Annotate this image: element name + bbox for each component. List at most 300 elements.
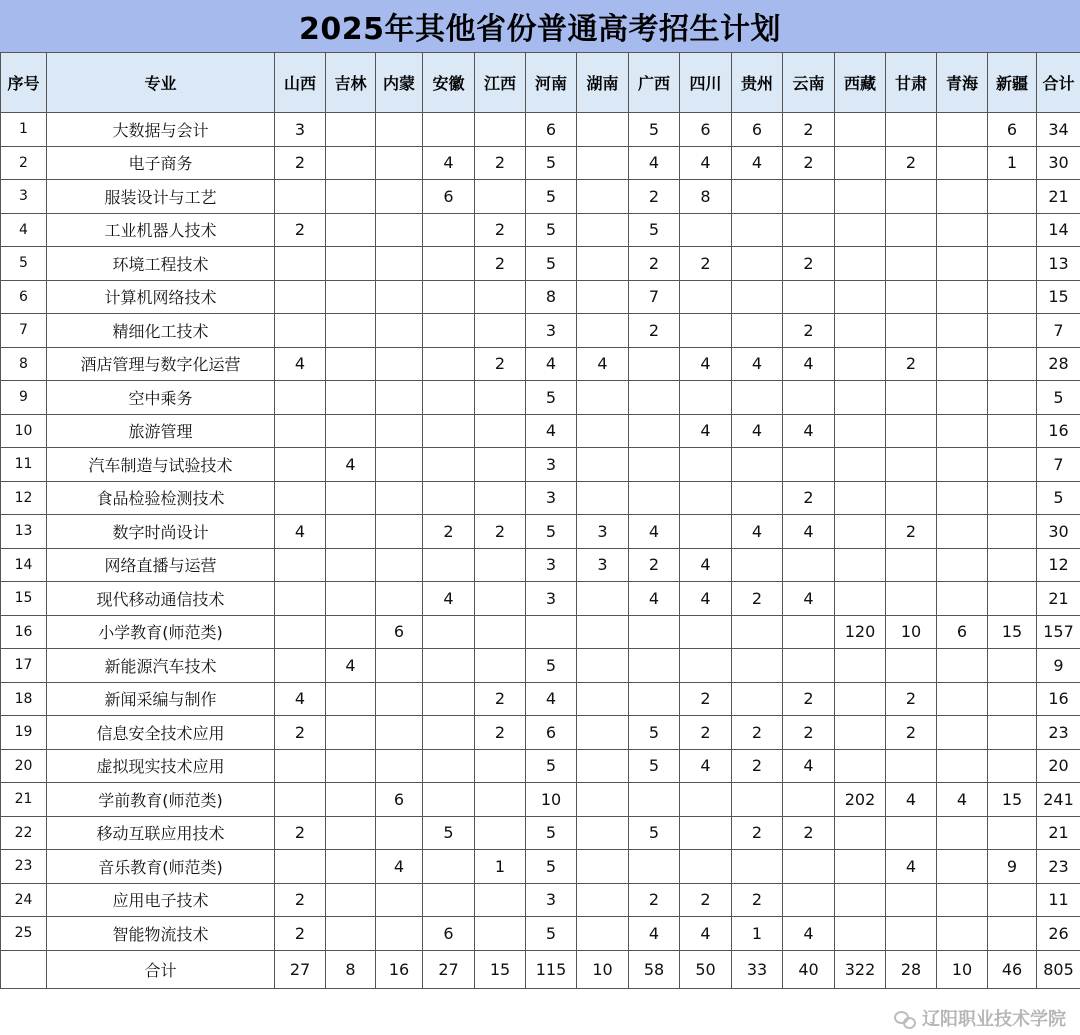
- table-cell: [783, 548, 835, 582]
- table-cell: [732, 314, 783, 348]
- table-cell: [275, 548, 326, 582]
- table-row: [1, 783, 1080, 817]
- table-cell: [423, 448, 475, 482]
- table-row: [1, 615, 1080, 649]
- table-cell: 5: [526, 180, 577, 214]
- table-cell: [783, 280, 835, 314]
- major-name: 工业机器人技术: [47, 213, 275, 247]
- table-cell: 5: [526, 749, 577, 783]
- table-row: [1, 515, 1080, 549]
- table-cell: [732, 213, 783, 247]
- table-cell: 6: [680, 113, 732, 147]
- table-cell: [629, 783, 680, 817]
- table-cell: [326, 213, 376, 247]
- table-cell: 4: [376, 850, 423, 884]
- table-cell: 13: [1037, 247, 1080, 281]
- table-cell: [326, 548, 376, 582]
- table-cell: [937, 280, 988, 314]
- table-row: [1, 381, 1080, 415]
- table-cell: [423, 113, 475, 147]
- table-cell: [835, 213, 886, 247]
- table-cell: [326, 783, 376, 817]
- row-index: 21: [1, 783, 47, 817]
- total-cell: 15: [475, 950, 526, 988]
- table-cell: [835, 850, 886, 884]
- major-name: 应用电子技术: [47, 883, 275, 917]
- table-cell: 3: [526, 883, 577, 917]
- table-cell: [326, 113, 376, 147]
- table-cell: [526, 615, 577, 649]
- table-cell: [577, 682, 629, 716]
- table-row: [1, 481, 1080, 515]
- table-cell: [835, 247, 886, 281]
- table-cell: [629, 649, 680, 683]
- table-cell: [835, 481, 886, 515]
- table-cell: [937, 180, 988, 214]
- total-cell: 27: [423, 950, 475, 988]
- table-cell: [629, 481, 680, 515]
- table-cell: [475, 649, 526, 683]
- table-cell: [835, 917, 886, 951]
- table-cell: [326, 347, 376, 381]
- table-cell: [423, 883, 475, 917]
- row-index: 25: [1, 917, 47, 951]
- table-cell: 2: [680, 247, 732, 281]
- row-index: 17: [1, 649, 47, 683]
- table-cell: [475, 615, 526, 649]
- table-cell: [988, 280, 1037, 314]
- table-cell: [423, 347, 475, 381]
- column-header: 四川: [680, 53, 732, 113]
- major-name: 虚拟现实技术应用: [47, 749, 275, 783]
- table-cell: [326, 280, 376, 314]
- table-cell: [275, 314, 326, 348]
- table-cell: [783, 615, 835, 649]
- table-cell: 5: [629, 716, 680, 750]
- table-cell: 6: [423, 917, 475, 951]
- table-cell: 157: [1037, 615, 1080, 649]
- table-cell: [376, 381, 423, 415]
- table-cell: [988, 414, 1037, 448]
- table-cell: 2: [275, 146, 326, 180]
- table-cell: [475, 180, 526, 214]
- table-cell: [326, 515, 376, 549]
- table-cell: 241: [1037, 783, 1080, 817]
- table-row: [1, 146, 1080, 180]
- table-cell: 1: [475, 850, 526, 884]
- major-name: 信息安全技术应用: [47, 716, 275, 750]
- table-cell: [835, 381, 886, 415]
- table-cell: [275, 481, 326, 515]
- table-cell: [937, 347, 988, 381]
- table-cell: [423, 481, 475, 515]
- major-name: 新能源汽车技术: [47, 649, 275, 683]
- table-cell: [577, 716, 629, 750]
- table-cell: 23: [1037, 716, 1080, 750]
- table-cell: [988, 749, 1037, 783]
- table-cell: [275, 381, 326, 415]
- table-cell: 21: [1037, 816, 1080, 850]
- table-cell: 4: [326, 448, 376, 482]
- row-index: 1: [1, 113, 47, 147]
- column-header: 西藏: [835, 53, 886, 113]
- table-cell: [783, 783, 835, 817]
- table-cell: [326, 615, 376, 649]
- major-name: 计算机网络技术: [47, 280, 275, 314]
- table-cell: [475, 582, 526, 616]
- table-cell: [835, 347, 886, 381]
- major-name: 酒店管理与数字化运营: [47, 347, 275, 381]
- column-header: 合计: [1037, 53, 1080, 113]
- table-row: [1, 917, 1080, 951]
- row-index: 10: [1, 414, 47, 448]
- table-cell: [937, 448, 988, 482]
- table-cell: [835, 314, 886, 348]
- table-cell: [376, 347, 423, 381]
- table-cell: 4: [937, 783, 988, 817]
- table-cell: 3: [526, 314, 577, 348]
- table-cell: 3: [526, 481, 577, 515]
- table-cell: [886, 883, 937, 917]
- table-cell: [937, 816, 988, 850]
- table-cell: 2: [475, 716, 526, 750]
- major-name: 智能物流技术: [47, 917, 275, 951]
- table-cell: 2: [680, 716, 732, 750]
- table-cell: [732, 649, 783, 683]
- table-cell: [886, 180, 937, 214]
- table-cell: [423, 716, 475, 750]
- table-cell: 5: [629, 213, 680, 247]
- total-cell: 33: [732, 950, 783, 988]
- table-cell: 2: [629, 247, 680, 281]
- table-cell: [423, 783, 475, 817]
- table-cell: [988, 682, 1037, 716]
- table-cell: [423, 213, 475, 247]
- table-cell: [680, 783, 732, 817]
- table-cell: 34: [1037, 113, 1080, 147]
- row-index: 14: [1, 548, 47, 582]
- table-cell: 4: [886, 783, 937, 817]
- row-index: 4: [1, 213, 47, 247]
- table-cell: [577, 615, 629, 649]
- table-cell: 4: [526, 682, 577, 716]
- wechat-icon: [894, 1009, 916, 1027]
- column-header: 专业: [47, 53, 275, 113]
- table-cell: [326, 481, 376, 515]
- table-cell: [835, 113, 886, 147]
- column-header: 云南: [783, 53, 835, 113]
- table-cell: 4: [732, 146, 783, 180]
- table-cell: [732, 381, 783, 415]
- row-index: 15: [1, 582, 47, 616]
- table-cell: 2: [783, 146, 835, 180]
- major-name: 空中乘务: [47, 381, 275, 415]
- table-cell: [680, 448, 732, 482]
- table-cell: [886, 917, 937, 951]
- table-cell: [988, 381, 1037, 415]
- table-cell: [577, 649, 629, 683]
- table-cell: [783, 448, 835, 482]
- row-index: 20: [1, 749, 47, 783]
- table-cell: 4: [275, 347, 326, 381]
- table-cell: 21: [1037, 180, 1080, 214]
- table-cell: [326, 582, 376, 616]
- table-row: [1, 213, 1080, 247]
- table-cell: [937, 850, 988, 884]
- table-cell: [988, 213, 1037, 247]
- table-cell: [475, 448, 526, 482]
- table-cell: 14: [1037, 213, 1080, 247]
- table-cell: [835, 582, 886, 616]
- column-header: 新疆: [988, 53, 1037, 113]
- table-cell: 4: [680, 146, 732, 180]
- table-cell: 3: [577, 548, 629, 582]
- table-cell: 2: [783, 816, 835, 850]
- table-cell: [577, 783, 629, 817]
- table-cell: [988, 515, 1037, 549]
- table-cell: 4: [629, 582, 680, 616]
- table-cell: 5: [629, 816, 680, 850]
- row-index: 5: [1, 247, 47, 281]
- table-cell: 2: [423, 515, 475, 549]
- table-cell: 20: [1037, 749, 1080, 783]
- total-cell: 322: [835, 950, 886, 988]
- table-cell: [577, 749, 629, 783]
- table-cell: 4: [886, 850, 937, 884]
- table-cell: 120: [835, 615, 886, 649]
- table-cell: 4: [629, 917, 680, 951]
- table-cell: [988, 582, 1037, 616]
- table-cell: [680, 314, 732, 348]
- table-cell: 2: [275, 883, 326, 917]
- table-cell: 5: [526, 247, 577, 281]
- major-name: 新闻采编与制作: [47, 682, 275, 716]
- table-cell: 2: [275, 716, 326, 750]
- table-cell: [835, 716, 886, 750]
- table-cell: 6: [376, 783, 423, 817]
- table-cell: 4: [680, 917, 732, 951]
- table-cell: [577, 146, 629, 180]
- table-cell: [988, 481, 1037, 515]
- table-cell: [937, 582, 988, 616]
- table-cell: [937, 749, 988, 783]
- table-cell: [937, 481, 988, 515]
- table-cell: [680, 850, 732, 884]
- table-cell: [732, 247, 783, 281]
- table-cell: 23: [1037, 850, 1080, 884]
- table-cell: 16: [1037, 682, 1080, 716]
- table-cell: [886, 816, 937, 850]
- table-cell: 5: [526, 816, 577, 850]
- table-cell: 2: [783, 481, 835, 515]
- table-row: [1, 180, 1080, 214]
- major-name: 环境工程技术: [47, 247, 275, 281]
- table-cell: [680, 213, 732, 247]
- table-cell: 5: [526, 213, 577, 247]
- table-cell: 4: [680, 548, 732, 582]
- total-cell: 805: [1037, 950, 1080, 988]
- table-cell: [376, 448, 423, 482]
- watermark-text: 辽阳职业技术学院: [922, 1009, 1066, 1030]
- table-cell: [886, 582, 937, 616]
- table-cell: 9: [1037, 649, 1080, 683]
- table-row: [1, 682, 1080, 716]
- table-cell: 2: [783, 314, 835, 348]
- table-cell: [376, 280, 423, 314]
- table-cell: [326, 682, 376, 716]
- table-cell: [732, 615, 783, 649]
- table-cell: [680, 649, 732, 683]
- table-cell: [629, 381, 680, 415]
- table-cell: [326, 883, 376, 917]
- table-cell: [937, 649, 988, 683]
- table-cell: 2: [475, 347, 526, 381]
- table-cell: 4: [629, 146, 680, 180]
- table-body: [1, 113, 1080, 951]
- table-cell: [732, 783, 783, 817]
- table-cell: 4: [680, 749, 732, 783]
- column-header: 湖南: [577, 53, 629, 113]
- totals-row: [1, 950, 1080, 988]
- table-cell: [783, 213, 835, 247]
- table-cell: [376, 682, 423, 716]
- table-cell: [886, 381, 937, 415]
- table-cell: [937, 213, 988, 247]
- table-cell: [326, 146, 376, 180]
- table-cell: 5: [526, 649, 577, 683]
- table-cell: 2: [629, 883, 680, 917]
- table-cell: [475, 749, 526, 783]
- table-cell: 4: [732, 347, 783, 381]
- table-cell: [376, 883, 423, 917]
- table-cell: [783, 883, 835, 917]
- table-cell: [376, 716, 423, 750]
- table-cell: 4: [783, 515, 835, 549]
- table-cell: [680, 515, 732, 549]
- row-index: 9: [1, 381, 47, 415]
- major-name: 大数据与会计: [47, 113, 275, 147]
- row-index: 7: [1, 314, 47, 348]
- table-cell: 6: [732, 113, 783, 147]
- table-cell: 202: [835, 783, 886, 817]
- table-cell: 2: [886, 716, 937, 750]
- table-cell: [376, 314, 423, 348]
- table-cell: [275, 180, 326, 214]
- table-cell: 30: [1037, 146, 1080, 180]
- table-cell: [835, 180, 886, 214]
- major-name: 汽车制造与试验技术: [47, 448, 275, 482]
- table-cell: [886, 280, 937, 314]
- table-cell: 4: [783, 917, 835, 951]
- table-cell: [680, 481, 732, 515]
- table-cell: [783, 850, 835, 884]
- table-cell: [886, 749, 937, 783]
- table-cell: 4: [783, 414, 835, 448]
- table-row: [1, 716, 1080, 750]
- table-cell: [577, 481, 629, 515]
- table-cell: 1: [988, 146, 1037, 180]
- table-cell: [835, 146, 886, 180]
- table-row: [1, 883, 1080, 917]
- table-cell: [835, 448, 886, 482]
- table-cell: [629, 347, 680, 381]
- major-name: 音乐教育(师范类): [47, 850, 275, 884]
- table-cell: [577, 381, 629, 415]
- totals-label: 合计: [47, 950, 275, 988]
- table-cell: [577, 917, 629, 951]
- table-cell: 26: [1037, 917, 1080, 951]
- table-cell: [326, 381, 376, 415]
- table-cell: 4: [423, 146, 475, 180]
- table-cell: 2: [275, 213, 326, 247]
- table-cell: 2: [629, 180, 680, 214]
- table-cell: [376, 548, 423, 582]
- table-cell: [783, 649, 835, 683]
- table-cell: [988, 347, 1037, 381]
- watermark: [894, 1005, 1066, 1031]
- table-cell: [783, 180, 835, 214]
- table-cell: [423, 649, 475, 683]
- table-cell: [326, 749, 376, 783]
- table-cell: 3: [577, 515, 629, 549]
- table-cell: [732, 448, 783, 482]
- column-header: 内蒙: [376, 53, 423, 113]
- table-cell: [732, 280, 783, 314]
- table-cell: 5: [629, 749, 680, 783]
- table-row: [1, 582, 1080, 616]
- table-cell: [376, 146, 423, 180]
- major-name: 小学教育(师范类): [47, 615, 275, 649]
- table-cell: 4: [680, 414, 732, 448]
- table-cell: 3: [526, 582, 577, 616]
- table-cell: [423, 682, 475, 716]
- table-row: [1, 850, 1080, 884]
- table-cell: 4: [423, 582, 475, 616]
- total-cell: 27: [275, 950, 326, 988]
- table-cell: [275, 414, 326, 448]
- table-cell: [835, 649, 886, 683]
- table-cell: 5: [1037, 381, 1080, 415]
- table-cell: [376, 213, 423, 247]
- table-cell: 4: [629, 515, 680, 549]
- total-cell: 16: [376, 950, 423, 988]
- row-index: 12: [1, 481, 47, 515]
- row-index: 19: [1, 716, 47, 750]
- table-cell: [937, 381, 988, 415]
- table-cell: [577, 314, 629, 348]
- total-cell: 115: [526, 950, 577, 988]
- table-cell: [577, 113, 629, 147]
- table-cell: [629, 682, 680, 716]
- table-cell: [475, 548, 526, 582]
- table-cell: 2: [732, 716, 783, 750]
- table-cell: [475, 917, 526, 951]
- table-cell: 5: [526, 146, 577, 180]
- table-cell: 4: [783, 347, 835, 381]
- table-cell: 15: [1037, 280, 1080, 314]
- table-cell: [680, 381, 732, 415]
- table-cell: 3: [275, 113, 326, 147]
- table-cell: [275, 850, 326, 884]
- table-cell: [886, 414, 937, 448]
- table-cell: [577, 816, 629, 850]
- column-header: 江西: [475, 53, 526, 113]
- table-cell: 2: [475, 213, 526, 247]
- table-cell: 2: [732, 883, 783, 917]
- table-cell: [326, 716, 376, 750]
- table-cell: [275, 649, 326, 683]
- table-cell: [376, 414, 423, 448]
